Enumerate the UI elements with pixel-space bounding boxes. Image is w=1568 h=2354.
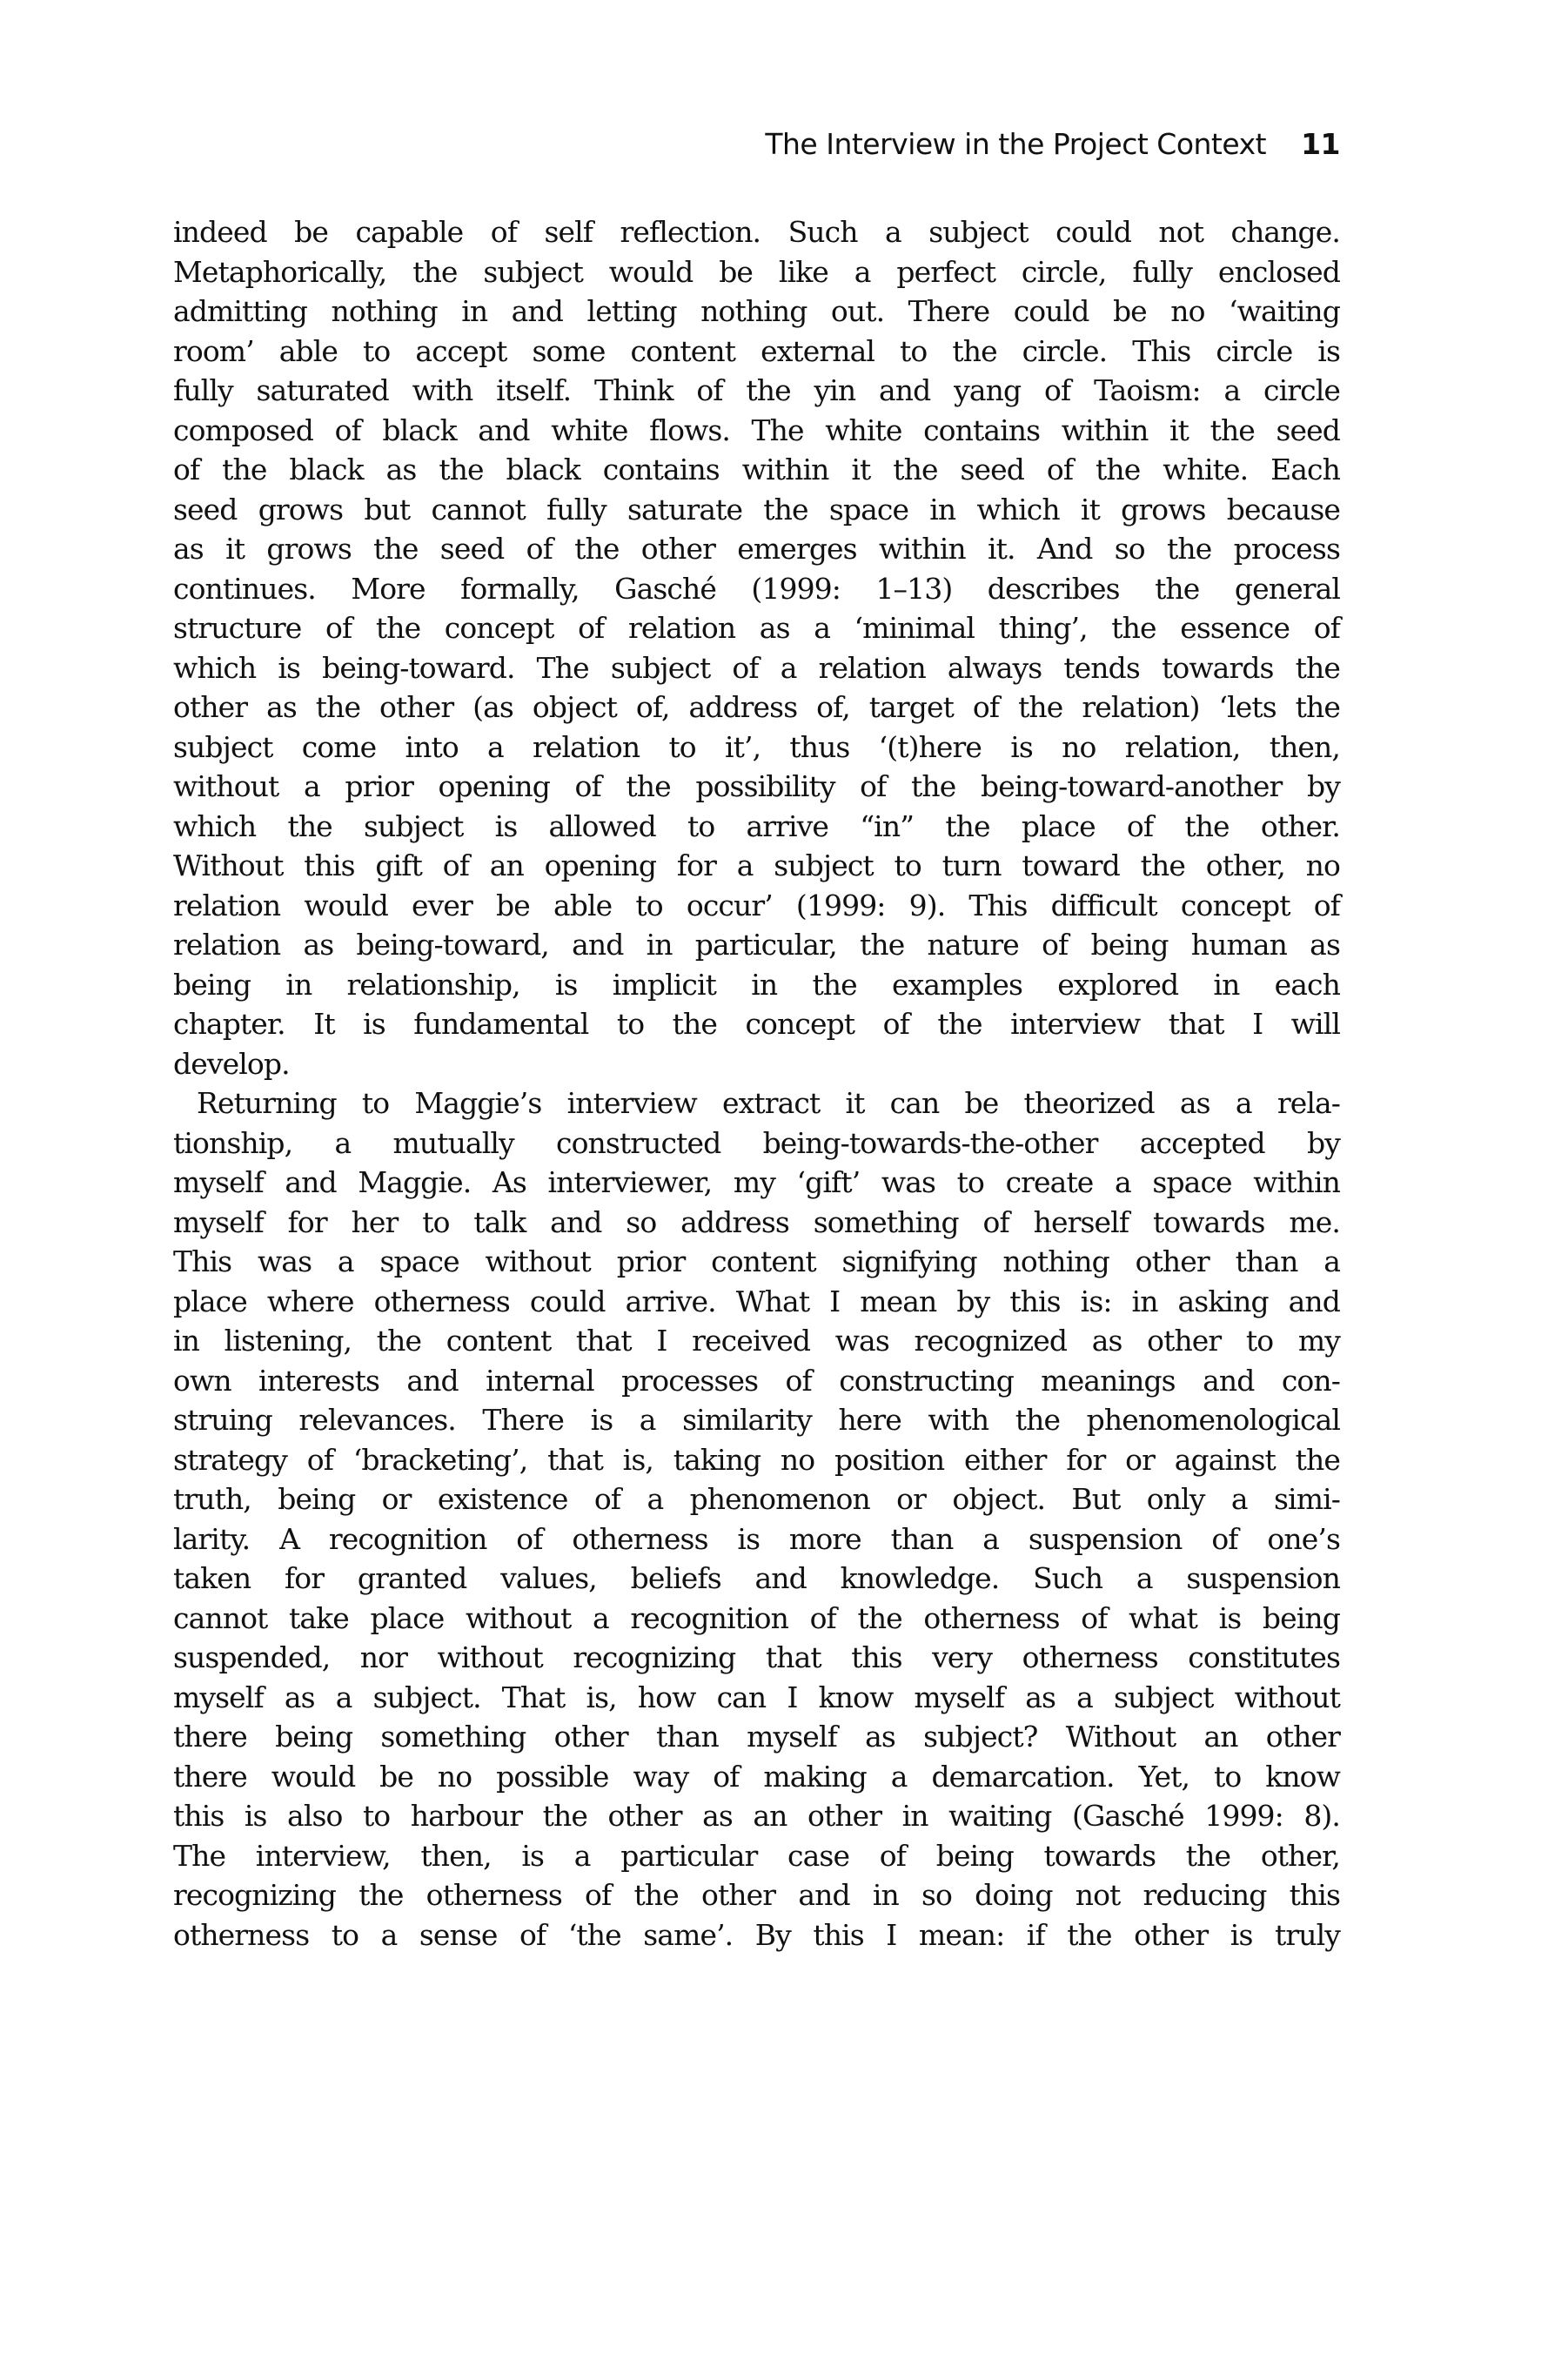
text-line: continues. More formally, Gasché (1999: 1–13) describes the general — [173, 571, 1340, 606]
text-line: larity. A recognition of otherness is more than a suspension of one’s — [173, 1521, 1340, 1556]
text-line: struing relevances. There is a similarity here with the phenomenological — [173, 1403, 1340, 1437]
text-line: otherness to a sense of ‘the same’. By this I mean: if the other is truly — [173, 1917, 1340, 1952]
text-line: there would be no possible way of making a demarcation. Yet, to know — [173, 1759, 1340, 1794]
text-line: without a prior opening of the possibility of the being-toward-another by — [173, 769, 1340, 803]
running-title: The Interview in the Project Context — [765, 127, 1267, 161]
text-line: indeed be capable of self reflection. Such a subject could not change. — [173, 215, 1340, 249]
text-line: Metaphorically, the subject would be like a perfect circle, fully enclosed — [173, 254, 1340, 289]
text-line: taken for granted values, beliefs and knowledge. Such a suspension — [173, 1561, 1340, 1595]
text-line: admitting nothing in and letting nothing out. There could be no ‘waiting — [173, 294, 1340, 328]
text-line: of the black as the black contains within it the seed of the white. Each — [173, 453, 1340, 486]
page-number: 11 — [1301, 127, 1340, 161]
text-line: myself as a subject. That is, how can I know myself as a subject without — [173, 1680, 1340, 1714]
text-line: cannot take place without a recognition of the otherness of what is being — [173, 1600, 1340, 1635]
paragraph-1 — [173, 212, 1340, 1083]
text-line: recognizing the otherness of the other and in so doing not reducing this — [173, 1878, 1340, 1912]
text-line: which the subject is allowed to arrive “in” the place of the other. — [173, 808, 1340, 843]
text-line: place where otherness could arrive. What I mean by this is: in asking and — [173, 1284, 1340, 1318]
text-line: subject come into a relation to it’, thus ‘(t)here is no relation, then, — [173, 729, 1340, 764]
text-line: strategy of ‘bracketing’, that is, taking no position either for or against the — [173, 1442, 1340, 1477]
text-line: Returning to Maggie’s interview extract it can be theorized as a rela- — [197, 1086, 1340, 1120]
text-line: myself and Maggie. As interviewer, my ‘gift’ was to create a space within — [173, 1165, 1340, 1199]
text-line: tionship, a mutually constructed being-towards-the-other accepted by — [173, 1125, 1340, 1160]
paragraph-2 — [173, 1083, 1340, 1955]
text-line: there being something other than myself as subject? Without an other — [173, 1720, 1340, 1754]
text-line: own interests and internal processes of constructing meanings and con- — [173, 1363, 1340, 1398]
text-line: as it grows the seed of the other emerges within it. And so the process — [173, 532, 1340, 566]
text-line: chapter. It is fundamental to the concept of the interview that I will — [173, 1007, 1340, 1041]
text-line: relation would ever be able to occur’ (1999: 9). This difficult concept of — [173, 888, 1340, 922]
text-line: seed grows but cannot fully saturate the space in which it grows because — [173, 492, 1340, 526]
text-line: which is being-toward. The subject of a relation always tends towards the — [173, 650, 1340, 685]
running-header — [765, 127, 1340, 161]
text-line: fully saturated with itself. Think of the yin and yang of Taoism: a circle — [173, 373, 1340, 407]
body-text — [173, 212, 1340, 1955]
text-line: suspended, nor without recognizing that this very otherness constitutes — [173, 1640, 1340, 1674]
text-line: being in relationship, is implicit in the examples explored in each — [173, 967, 1340, 1002]
text-line: The interview, then, is a particular case of being towards the other, — [173, 1838, 1340, 1873]
text-line: structure of the concept of relation as a ‘minimal thing’, the essence of — [173, 611, 1340, 645]
text-line: in listening, the content that I received was recognized as other to my — [173, 1324, 1340, 1358]
text-line: relation as being-toward, and in particular, the nature of being human as — [173, 928, 1340, 962]
text-line: truth, being or existence of a phenomenon or object. But only a simi- — [173, 1482, 1340, 1516]
text-line: this is also to harbour the other as an other in waiting (Gasché 1999: 8). — [173, 1799, 1340, 1833]
text-line: room’ able to accept some content external to the circle. This circle is — [173, 333, 1340, 368]
text-line: other as the other (as object of, address of, target of the relation) ‘lets the — [173, 690, 1340, 724]
text-line: composed of black and white flows. The white contains within it the seed — [173, 412, 1340, 447]
text-line: This was a space without prior content signifying nothing other than a — [173, 1244, 1340, 1278]
text-line: myself for her to talk and so address something of herself towards me. — [173, 1204, 1340, 1239]
text-line: Without this gift of an opening for a subject to turn toward the other, no — [173, 848, 1340, 882]
text-line: develop. — [173, 1046, 290, 1081]
